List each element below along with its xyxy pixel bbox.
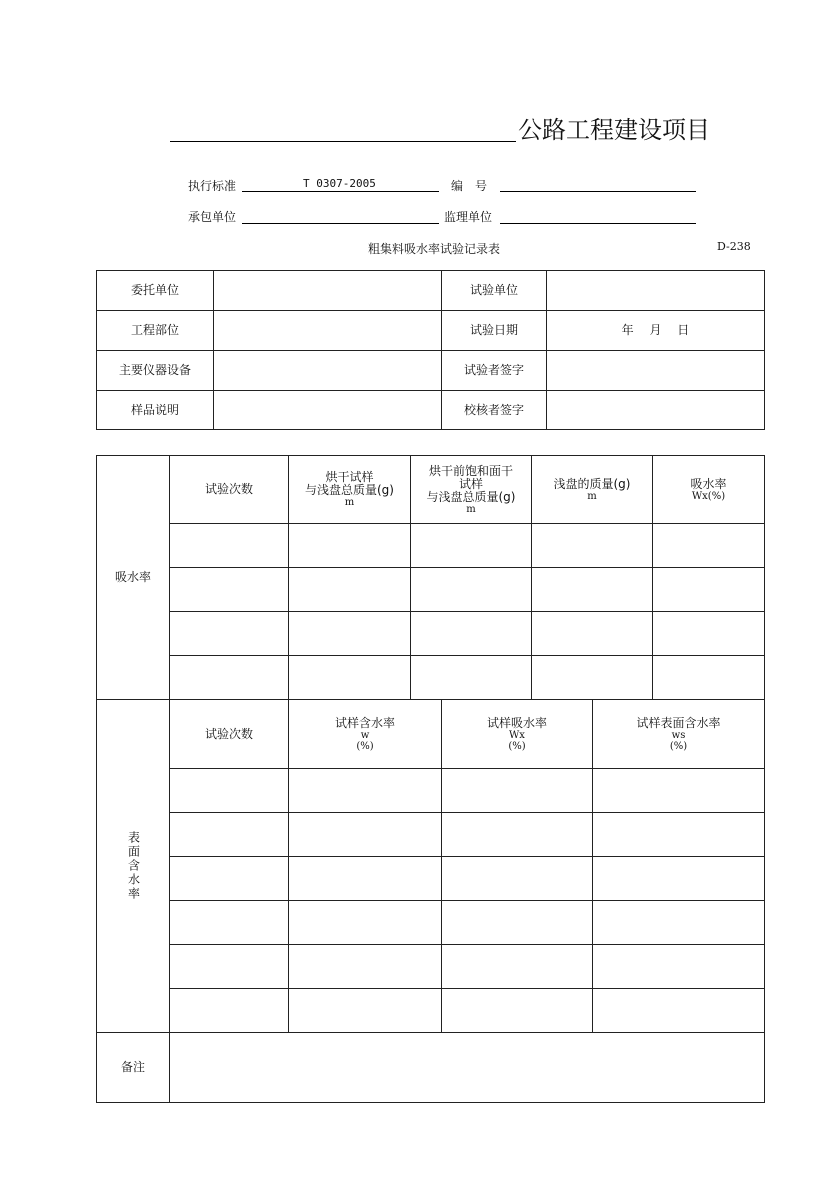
- absorption-cell-r1-c0[interactable]: [169, 567, 289, 612]
- standard-value: T 0307-2005: [303, 177, 376, 190]
- surface-header-2-symbol: Wx (%): [508, 729, 526, 752]
- remarks-field[interactable]: [169, 1032, 765, 1103]
- surface-cell-r4-c1[interactable]: [288, 944, 442, 989]
- info-label-test-unit-label-text: 试验单位: [469, 283, 518, 297]
- form-title: 粗集料吸水率试验记录表: [368, 242, 501, 256]
- form-code: D-238: [717, 240, 751, 253]
- info-label-checker-sign-label-text: 校核者签字: [463, 402, 524, 417]
- surface-header-1-title: 试样含水率: [334, 715, 395, 730]
- surface-cell-r0-c1[interactable]: [288, 768, 442, 813]
- absorption-cell-r1-c3[interactable]: [531, 567, 653, 612]
- standard-field[interactable]: [242, 191, 439, 192]
- surface-cell-r5-c2[interactable]: [441, 988, 593, 1033]
- remarks-label-text: 备注: [120, 1060, 145, 1074]
- surface-cell-r2-c0[interactable]: [169, 856, 289, 901]
- info-field-1-a[interactable]: [213, 310, 442, 351]
- absorption-cell-r2-c0[interactable]: [169, 611, 289, 656]
- absorption-section-label-text: 吸水率: [114, 570, 151, 584]
- absorption-cell-r2-c2[interactable]: [410, 611, 532, 656]
- info-field-3-b[interactable]: [546, 390, 765, 430]
- info-label-project-part-label-text: 工程部位: [130, 323, 179, 337]
- surface-header-1-symbol: w (%): [356, 729, 374, 752]
- surface-cell-r2-c1[interactable]: [288, 856, 442, 901]
- surface-cell-r2-c3[interactable]: [592, 856, 765, 901]
- surface-header-1: [288, 699, 442, 769]
- absorption-header-1-symbol: m: [344, 497, 355, 508]
- surface-cell-r1-c3[interactable]: [592, 812, 765, 857]
- absorption-cell-r3-c3[interactable]: [531, 655, 653, 700]
- surface-header-3-title: 试样表面含水率: [636, 715, 721, 730]
- surface-cell-r5-c1[interactable]: [288, 988, 442, 1033]
- info-field-1-b-text: 年 月 日: [621, 323, 690, 337]
- absorption-cell-r1-c2[interactable]: [410, 567, 532, 612]
- absorption-cell-r2-c4[interactable]: [652, 611, 765, 656]
- surface-cell-r2-c2[interactable]: [441, 856, 593, 901]
- remarks-label: [96, 1032, 170, 1103]
- info-field-2-a[interactable]: [213, 350, 442, 391]
- standard-label: 执行标准: [188, 179, 237, 193]
- surface-cell-r1-c0[interactable]: [169, 812, 289, 857]
- info-label-instrument-label-text: 主要仪器设备: [118, 363, 191, 377]
- absorption-cell-r0-c3[interactable]: [531, 523, 653, 568]
- info-label-client-label: [96, 270, 214, 311]
- info-label-project-part-label: [96, 310, 214, 351]
- surface-cell-r5-c0[interactable]: [169, 988, 289, 1033]
- surface-moisture-section-label: [96, 699, 170, 1033]
- absorption-header-0: [169, 455, 289, 524]
- absorption-header-2-title: 烘干前饱和面干 试样 与浅盘总质量(g): [426, 463, 516, 504]
- info-field-3-a[interactable]: [213, 390, 442, 430]
- absorption-section-label: [96, 455, 170, 700]
- absorption-cell-r0-c4[interactable]: [652, 523, 765, 568]
- info-field-2-b[interactable]: [546, 350, 765, 391]
- absorption-header-3-symbol: m: [587, 490, 597, 502]
- surface-cell-r0-c0[interactable]: [169, 768, 289, 813]
- info-label-test-unit-label: [441, 270, 547, 311]
- absorption-cell-r3-c0[interactable]: [169, 655, 289, 700]
- surface-moisture-section-label-text: 表面含水率: [126, 831, 141, 901]
- absorption-header-2: [410, 455, 532, 524]
- absorption-cell-r1-c4[interactable]: [652, 567, 765, 612]
- surface-cell-r4-c3[interactable]: [592, 944, 765, 989]
- absorption-header-4-title: 吸水率: [690, 476, 727, 491]
- absorption-header-3: [531, 455, 653, 524]
- absorption-cell-r3-c1[interactable]: [288, 655, 411, 700]
- supervisor-label: 监理单位: [444, 210, 493, 224]
- surface-cell-r1-c1[interactable]: [288, 812, 442, 857]
- absorption-header-4: [652, 455, 765, 524]
- surface-header-2: [441, 699, 593, 769]
- surface-cell-r1-c2[interactable]: [441, 812, 593, 857]
- page-title: 公路工程建设项目: [518, 116, 710, 144]
- info-label-test-date-label-text: 试验日期: [469, 323, 518, 337]
- absorption-header-2-symbol: m: [466, 503, 476, 515]
- absorption-cell-r2-c1[interactable]: [288, 611, 411, 656]
- info-label-instrument-label: [96, 350, 214, 391]
- surface-cell-r3-c1[interactable]: [288, 900, 442, 945]
- absorption-cell-r3-c2[interactable]: [410, 655, 532, 700]
- surface-cell-r4-c2[interactable]: [441, 944, 593, 989]
- absorption-cell-r2-c3[interactable]: [531, 611, 653, 656]
- number-label: 编 号: [451, 179, 488, 193]
- absorption-cell-r1-c1[interactable]: [288, 567, 411, 612]
- surface-cell-r0-c2[interactable]: [441, 768, 593, 813]
- project-name-line[interactable]: [170, 141, 516, 142]
- absorption-cell-r3-c4[interactable]: [652, 655, 765, 700]
- surface-cell-r0-c3[interactable]: [592, 768, 765, 813]
- info-label-tester-sign-label-text: 试验者签字: [463, 363, 524, 377]
- surface-header-0: [169, 699, 289, 769]
- surface-header-3-symbol: ws (%): [669, 729, 688, 752]
- surface-cell-r5-c3[interactable]: [592, 988, 765, 1033]
- surface-header-3: [592, 699, 765, 769]
- contractor-field[interactable]: [242, 223, 439, 224]
- info-label-client-label-text: 委托单位: [130, 283, 179, 297]
- info-field-0-a[interactable]: [213, 270, 442, 311]
- surface-cell-r3-c2[interactable]: [441, 900, 593, 945]
- contractor-label: 承包单位: [188, 210, 237, 224]
- info-field-0-b[interactable]: [546, 270, 765, 311]
- surface-header-2-title: 试样吸水率: [486, 715, 547, 730]
- info-label-checker-sign-label: [441, 390, 547, 430]
- surface-cell-r4-c0[interactable]: [169, 944, 289, 989]
- surface-header-0-title: 试验次数: [204, 726, 253, 741]
- surface-cell-r3-c3[interactable]: [592, 900, 765, 945]
- info-label-test-date-label: [441, 310, 547, 351]
- info-label-sample-desc-label: [96, 390, 214, 430]
- absorption-cell-r0-c1[interactable]: [288, 523, 411, 568]
- absorption-header-0-title: 试验次数: [204, 482, 253, 496]
- absorption-cell-r0-c2[interactable]: [410, 523, 532, 568]
- info-label-tester-sign-label: [441, 350, 547, 391]
- info-field-1-b[interactable]: [546, 310, 765, 351]
- absorption-cell-r0-c0[interactable]: [169, 523, 289, 568]
- absorption-header-4-symbol: Wx(%): [691, 490, 726, 502]
- absorption-header-1: [288, 455, 411, 524]
- number-field[interactable]: [500, 191, 696, 192]
- surface-cell-r3-c0[interactable]: [169, 900, 289, 945]
- absorption-header-3-title: 浅盘的质量(g): [553, 476, 631, 491]
- info-label-sample-desc-label-text: 样品说明: [130, 402, 179, 417]
- absorption-header-1-title: 烘干试样 与浅盘总质量(g): [305, 470, 394, 497]
- supervisor-field[interactable]: [500, 223, 696, 224]
